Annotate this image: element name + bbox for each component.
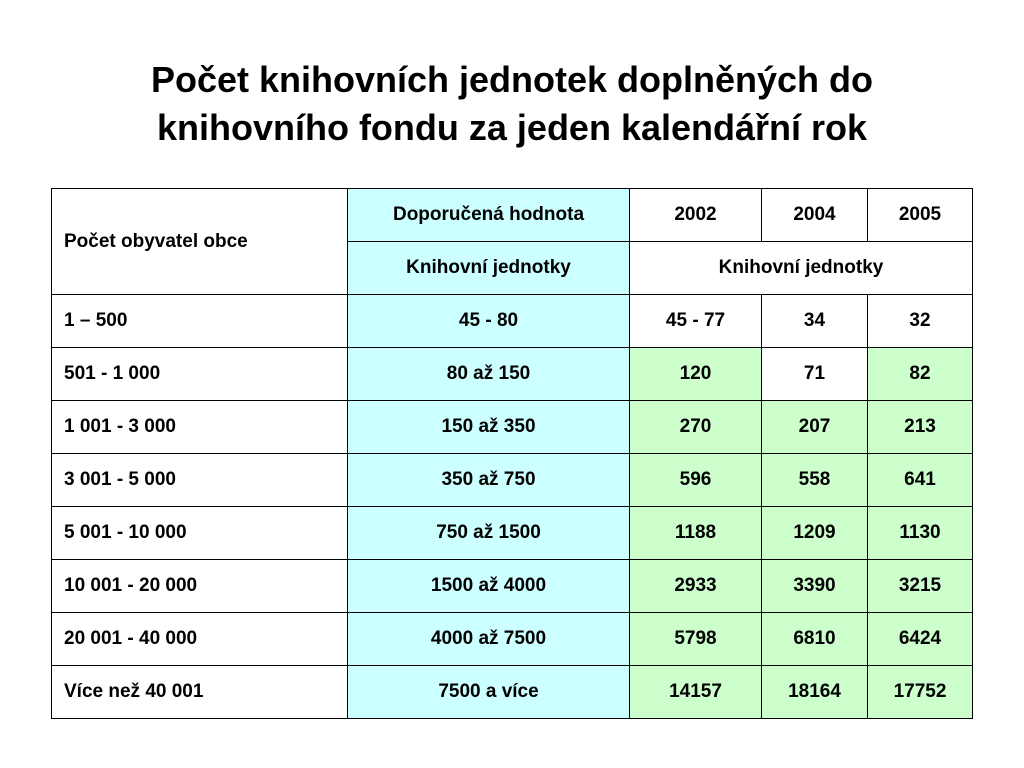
- value-2005-cell: 213: [868, 401, 973, 454]
- value-2002-cell: 120: [630, 348, 762, 401]
- header-year-2004: 2004: [762, 189, 868, 242]
- unit-recommended: Knihovní jednotky: [348, 242, 630, 295]
- value-2005-cell: 3215: [868, 560, 973, 613]
- value-2002-cell: 14157: [630, 666, 762, 719]
- header-recommended: Doporučená hodnota: [348, 189, 630, 242]
- header-year-2002: 2002: [630, 189, 762, 242]
- value-2002-cell: 2933: [630, 560, 762, 613]
- population-cell: 1 001 - 3 000: [52, 401, 348, 454]
- value-2005-cell: 6424: [868, 613, 973, 666]
- recommended-cell: 4000 až 7500: [348, 613, 630, 666]
- value-2004-cell: 207: [762, 401, 868, 454]
- value-2005-cell: 82: [868, 348, 973, 401]
- value-2004-cell: 558: [762, 454, 868, 507]
- acquisitions-table: [51, 188, 973, 719]
- value-2005-cell: 641: [868, 454, 973, 507]
- value-2005-cell: 17752: [868, 666, 973, 719]
- value-2004-cell: 71: [762, 348, 868, 401]
- table-row: [52, 560, 973, 613]
- header-row: [52, 189, 973, 242]
- population-cell: 5 001 - 10 000: [52, 507, 348, 560]
- header-population: Počet obyvatel obce: [52, 189, 348, 295]
- value-2004-cell: 6810: [762, 613, 868, 666]
- title-line-2: knihovního fondu za jeden kalendářní rok: [156, 107, 868, 148]
- population-cell: 1 – 500: [52, 295, 348, 348]
- recommended-cell: 80 až 150: [348, 348, 630, 401]
- table-row: [52, 348, 973, 401]
- value-2005-cell: 1130: [868, 507, 973, 560]
- table-row: [52, 666, 973, 719]
- value-2002-cell: 5798: [630, 613, 762, 666]
- recommended-cell: 45 - 80: [348, 295, 630, 348]
- table-row: [52, 401, 973, 454]
- population-cell: 3 001 - 5 000: [52, 454, 348, 507]
- recommended-cell: 1500 až 4000: [348, 560, 630, 613]
- population-cell: 20 001 - 40 000: [52, 613, 348, 666]
- table-row: [52, 295, 973, 348]
- table-row: [52, 454, 973, 507]
- value-2004-cell: 18164: [762, 666, 868, 719]
- population-cell: Více než 40 001: [52, 666, 348, 719]
- title-line-1: Počet knihovních jednotek doplněných do: [150, 59, 874, 100]
- recommended-cell: 7500 a více: [348, 666, 630, 719]
- header-year-2005: 2005: [868, 189, 973, 242]
- value-2002-cell: 1188: [630, 507, 762, 560]
- value-2004-cell: 34: [762, 295, 868, 348]
- unit-years: Knihovní jednotky: [630, 242, 973, 295]
- population-cell: 10 001 - 20 000: [52, 560, 348, 613]
- value-2002-cell: 596: [630, 454, 762, 507]
- value-2004-cell: 3390: [762, 560, 868, 613]
- value-2005-cell: 32: [868, 295, 973, 348]
- recommended-cell: 750 až 1500: [348, 507, 630, 560]
- table-row: [52, 613, 973, 666]
- value-2004-cell: 1209: [762, 507, 868, 560]
- page-title: [0, 56, 1024, 152]
- recommended-cell: 150 až 350: [348, 401, 630, 454]
- population-cell: 501 - 1 000: [52, 348, 348, 401]
- value-2002-cell: 45 - 77: [630, 295, 762, 348]
- table-row: [52, 507, 973, 560]
- recommended-cell: 350 až 750: [348, 454, 630, 507]
- value-2002-cell: 270: [630, 401, 762, 454]
